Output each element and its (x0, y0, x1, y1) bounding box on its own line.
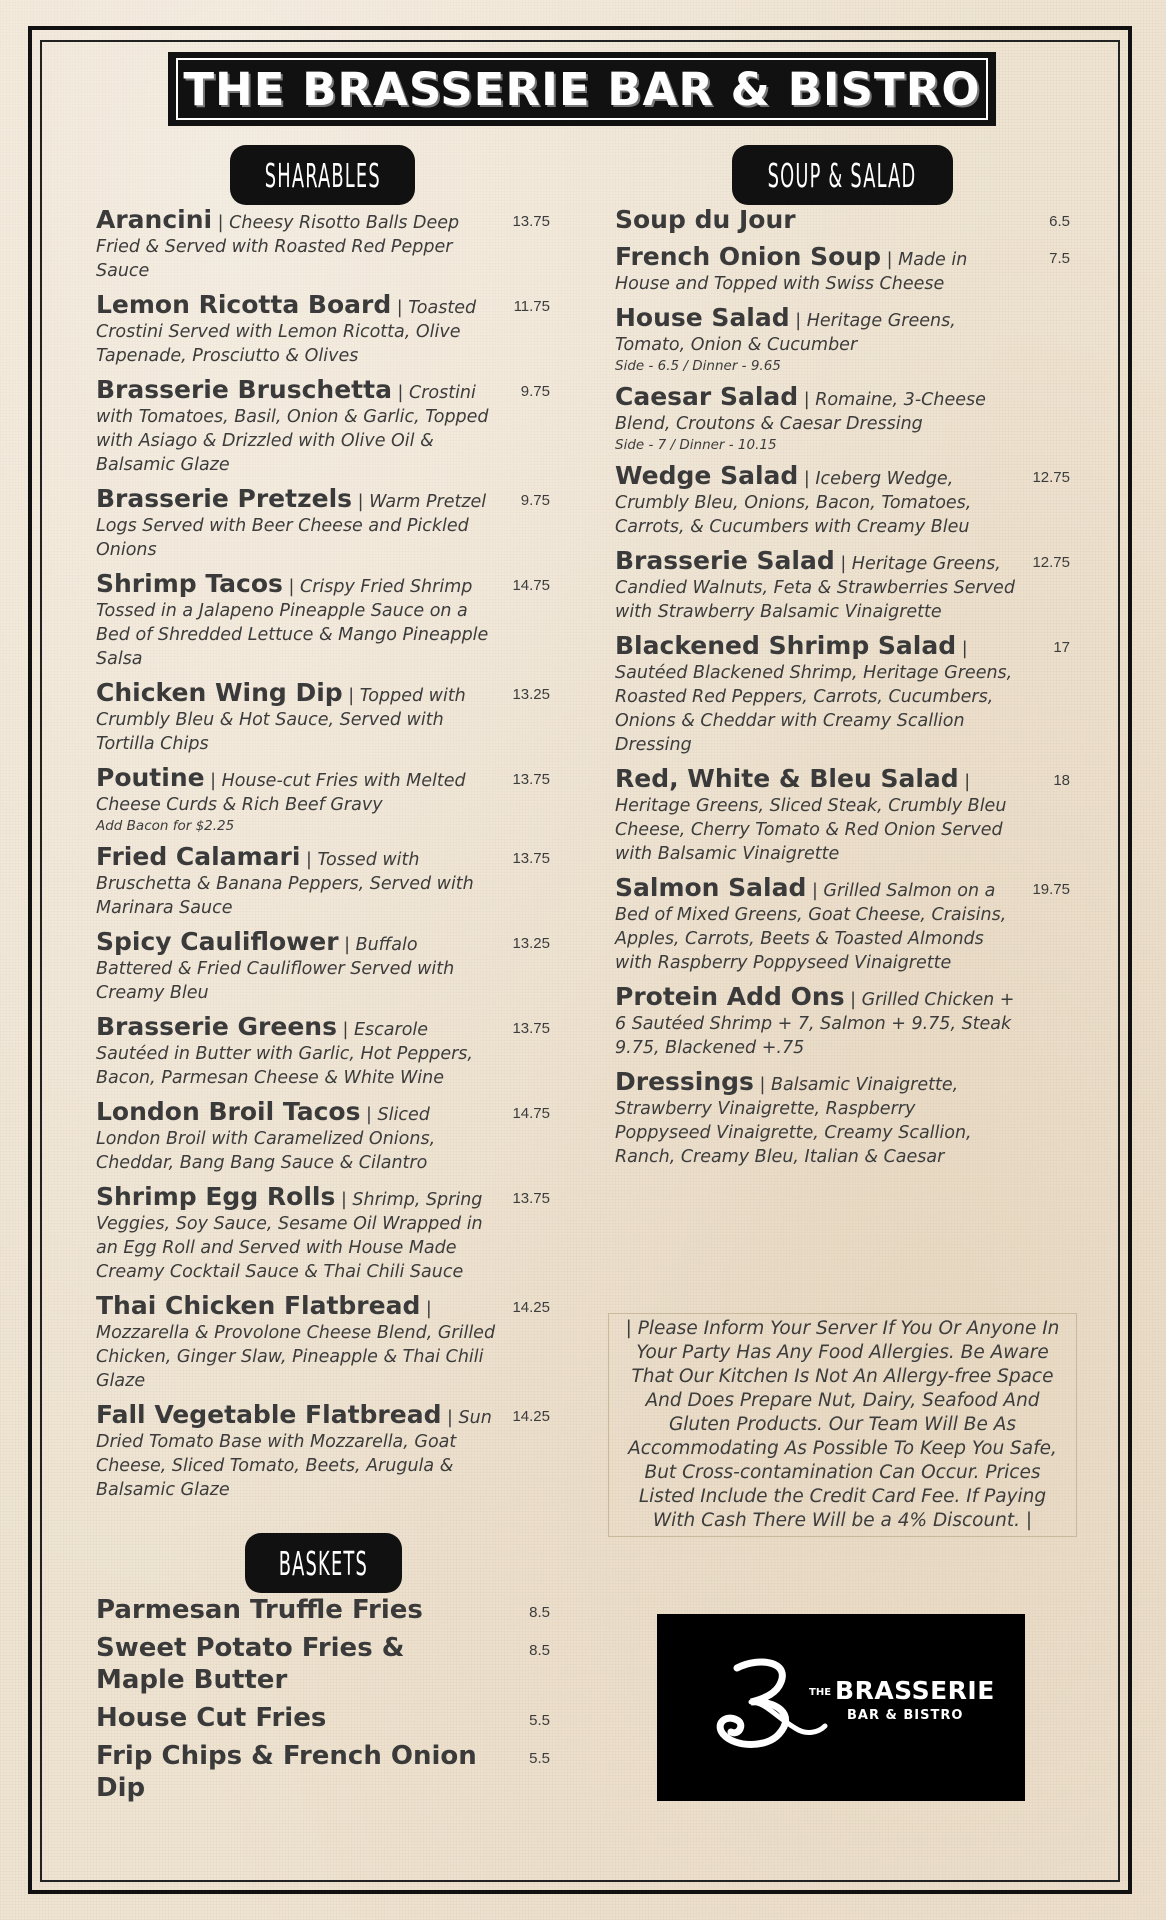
basket-item-name: Sweet Potato Fries & Maple Butter (96, 1633, 405, 1695)
menu-item-name: Brasserie Pretzels (96, 484, 353, 513)
menu-item-text: Caesar Salad | Romaine, 3-Cheese Blend, Croutons & Caesar Dressing (615, 382, 986, 434)
baskets-heading: BASKETS (278, 1543, 369, 1583)
brand-logo (657, 1614, 1025, 1801)
menu-item (615, 461, 1070, 539)
menu-item-description: Cheesy Risotto Balls Deep Fried & Served with Roasted Red Pepper Sauce (96, 213, 460, 281)
basket-item-name: Parmesan Truffle Fries (96, 1595, 423, 1625)
menu-item (615, 242, 1070, 296)
menu-item-name: Thai Chicken Flatbread (96, 1291, 421, 1320)
basket-item (96, 1702, 550, 1734)
menu-item (96, 290, 550, 368)
menu-item (96, 1291, 550, 1393)
menu-item-name: Red, White & Bleu Salad (615, 764, 959, 793)
menu-item-name: Dressings (615, 1067, 754, 1096)
menu-item-name: French Onion Soup (615, 242, 882, 271)
menu-item-text: Spicy Cauliflower | Buffalo Battered & Fried Cauliflower Served with Creamy Bleu (96, 927, 455, 1003)
menu-item-name: Brasserie Greens (96, 1012, 337, 1041)
menu-item-text: Arancini | Cheesy Risotto Balls Deep Fried & Served with Roasted Red Pepper Sauce (96, 205, 460, 281)
menu-item-description: Topped with Crumbly Bleu & Hot Sauce, Served with Tortilla Chips (96, 686, 466, 754)
menu-item-note: Side - 6.5 / Dinner - 9.65 (615, 358, 781, 374)
menu-item-price: 12.75 (1032, 554, 1070, 571)
menu-item-name: Wedge Salad (615, 461, 799, 490)
menu-item (615, 205, 1070, 235)
logo-line-1: THE BRASSERIE (809, 1676, 995, 1705)
basket-item-price: 8.5 (529, 1604, 550, 1621)
menu-item (96, 484, 550, 562)
allergy-notice-box (608, 1313, 1077, 1537)
menu-item-price: 7.5 (1049, 250, 1070, 267)
menu-item-text: Red, White & Bleu Salad | Heritage Greens, Sliced Steak, Crumbly Bleu Cheese, Cherry Tomato & Red Onion Served with Balsamic Vinaigrette (615, 764, 1007, 864)
menu-item-text: French Onion Soup | Made in House and Topped with Swiss Cheese (615, 242, 968, 294)
menu-item-text: Thai Chicken Flatbread | Mozzarella & Provolone Cheese Blend, Grilled Chicken, Ginger Slaw, Pineapple & Thai Chili Glaze (96, 1291, 496, 1391)
menu-item-text: Brasserie Salad | Heritage Greens, Candied Walnuts, Feta & Strawberries Served with Strawberry Balsamic Vinaigrette (615, 546, 1015, 622)
menu-item-name: London Broil Tacos (96, 1097, 361, 1126)
menu-item-text: House Salad | Heritage Greens, Tomato, Onion & Cucumber (615, 303, 956, 355)
menu-item-description: Buffalo Battered & Fried Cauliflower Served with Creamy Bleu (96, 935, 455, 1003)
logo-line-2: BAR & BISTRO (847, 1708, 964, 1723)
menu-item-name: Poutine (96, 763, 205, 792)
menu-item-description: Heritage Greens, Sliced Steak, Crumbly Bleu Cheese, Cherry Tomato & Red Onion Served with Balsamic Vinaigrette (615, 796, 1007, 864)
menu-item-name: Shrimp Tacos (96, 569, 283, 598)
menu-item-name: Fried Calamari (96, 842, 301, 871)
menu-item-price: 18 (1053, 772, 1070, 789)
menu-item-name: Blackened Shrimp Salad (615, 631, 957, 660)
menu-item-price: 9.75 (520, 383, 550, 400)
title-banner-inner (176, 58, 988, 120)
menu-item-text: Lemon Ricotta Board | Toasted Crostini Served with Lemon Ricotta, Olive Tapenade, Prosciutto & Olives (96, 290, 477, 366)
menu-item-text: Blackened Shrimp Salad | Sautéed Blackened Shrimp, Heritage Greens, Roasted Red Peppers, Carrots, Cucumbers, Onions & Cheddar with Creamy Scallion Dressing (615, 631, 1013, 755)
menu-item-name: Protein Add Ons (615, 982, 845, 1011)
menu-item-name: Fall Vegetable Flatbread (96, 1400, 442, 1429)
menu-item-description: Warm Pretzel Logs Served with Beer Cheese and Pickled Onions (96, 492, 487, 560)
menu-item-description: Iceberg Wedge, Crumbly Bleu, Onions, Bacon, Tomatoes, Carrots, & Cucumbers with Creamy Bleu (615, 469, 972, 537)
menu-item-name: Spicy Cauliflower (96, 927, 339, 956)
menu-item-name: Caesar Salad (615, 382, 799, 411)
basket-item (96, 1632, 550, 1696)
menu-item-price: 13.75 (512, 1020, 550, 1037)
menu-item-price: 6.5 (1049, 213, 1070, 230)
menu-item-price: 13.25 (512, 935, 550, 952)
menu-item-description: Mozzarella & Provolone Cheese Blend, Grilled Chicken, Ginger Slaw, Pineapple & Thai Chili Glaze (96, 1323, 496, 1391)
menu-item-name: Brasserie Bruschetta (96, 375, 392, 404)
soup-salad-heading: SOUP & SALAD (768, 155, 917, 195)
menu-item-text: Salmon Salad | Grilled Salmon on a Bed of Mixed Greens, Goat Cheese, Craisins, Apples, Carrots, Beets & Toasted Almonds with Raspberry Poppyseed Vinaigrette (615, 873, 1007, 973)
menu-item (615, 382, 1070, 454)
menu-item (615, 764, 1070, 866)
menu-item-description: Shrimp, Spring Veggies, Soy Sauce, Sesame Oil Wrapped in an Egg Roll and Served with House Made Creamy Cocktail Sauce & Thai Chili Sauce (96, 1190, 483, 1282)
menu-item-description: Balsamic Vinaigrette, Strawberry Vinaigrette, Raspberry Poppyseed Vinaigrette, Creamy Scallion, Ranch, Creamy Bleu, Italian & Caesar (615, 1075, 972, 1167)
menu-item-text: Protein Add Ons | Grilled Chicken + 6 Sautéed Shrimp + 7, Salmon + 9.75, Steak 9.75, Blackened +.75 (615, 982, 1015, 1058)
menu-item-name: Soup du Jour (615, 205, 796, 234)
menu-item (615, 631, 1070, 757)
menu-item-text: Shrimp Egg Rolls | Shrimp, Spring Veggies, Soy Sauce, Sesame Oil Wrapped in an Egg Roll and Served with House Made Creamy Cocktail Sauce & Thai Chili Sauce (96, 1182, 483, 1282)
menu-item-text (615, 205, 1015, 235)
sharables-heading: SHARABLES (264, 155, 381, 195)
menu-item-price: 9.75 (520, 492, 550, 509)
menu-item-description: Sliced London Broil with Caramelized Onions, Cheddar, Bang Bang Sauce & Cilantro (96, 1105, 436, 1173)
menu-item (615, 982, 1070, 1060)
menu-item-text: Fall Vegetable Flatbread | Sun Dried Tomato Base with Mozzarella, Goat Cheese, Sliced Tomato, Beets, Arugula & Balsamic Glaze (96, 1400, 492, 1500)
menu-item-description: Heritage Greens, Tomato, Onion & Cucumber (615, 311, 956, 355)
menu-item-text: Dressings | Balsamic Vinaigrette, Strawberry Vinaigrette, Raspberry Poppyseed Vinaigrette, Creamy Scallion, Ranch, Creamy Bleu, Italian & Caesar (615, 1067, 972, 1167)
sharables-column (96, 205, 550, 1512)
menu-item (96, 678, 550, 756)
menu-item-text: Fried Calamari | Tossed with Bruschetta & Banana Peppers, Served with Marinara Sauce (96, 842, 474, 918)
menu-item-description: Sautéed Blackened Shrimp, Heritage Greens, Roasted Red Peppers, Carrots, Cucumbers, Onions & Cheddar with Creamy Scallion Dressing (615, 663, 1013, 755)
menu-item-description: Crostini with Tomatoes, Basil, Onion & Garlic, Topped with Asiago & Drizzled with Olive Oil & Balsamic Glaze (96, 383, 489, 475)
menu-item-price: 14.75 (512, 1105, 550, 1122)
basket-item-name: Frip Chips & French Onion Dip (96, 1741, 477, 1803)
menu-item-text: Brasserie Greens | Escarole Sautéed in Butter with Garlic, Hot Peppers, Bacon, Parmesan Cheese & White Wine (96, 1012, 473, 1088)
menu-item (96, 205, 550, 283)
menu-item (615, 873, 1070, 975)
menu-item-description: Made in House and Topped with Swiss Cheese (615, 250, 968, 294)
menu-item (96, 1400, 550, 1502)
menu-item-description: Toasted Crostini Served with Lemon Ricotta, Olive Tapenade, Prosciutto & Olives (96, 298, 477, 366)
soup-salad-heading-badge (732, 145, 953, 205)
menu-item-name: Chicken Wing Dip (96, 678, 343, 707)
menu-item-name: Lemon Ricotta Board (96, 290, 392, 319)
menu-item (96, 375, 550, 477)
menu-item-price: 13.75 (512, 1190, 550, 1207)
menu-item-price: 12.75 (1032, 469, 1070, 486)
menu-item (615, 1067, 1070, 1169)
menu-item-price: 14.75 (512, 577, 550, 594)
menu-item-price: 13.75 (512, 213, 550, 230)
brasserie-b-monogram-icon (715, 1656, 830, 1756)
menu-item (615, 546, 1070, 624)
baskets-column (96, 1594, 550, 1810)
menu-item-price: 14.25 (512, 1408, 550, 1425)
menu-item-note: Side - 7 / Dinner - 10.15 (615, 437, 777, 453)
menu-item-description: Romaine, 3-Cheese Blend, Croutons & Caesar Dressing (615, 390, 986, 434)
menu-item-price: 17 (1053, 639, 1070, 656)
menu-item-name: Salmon Salad (615, 873, 807, 902)
allergy-notice: | Please Inform Your Server If You Or Anyone In Your Party Has Any Food Allergies. Be Aware That Our Kitchen Is Not An Allergy-free Space And Does Prepare Nut, Dairy, Seafood And Gluten Products. Our Team Will Be As Accommodating As Possible To Keep You Safe, But Cross-contamination Can Occur. Prices Listed Include the Credit Card Fee. If Paying With Cash There Will be a 4% Discount. | (625, 1318, 1060, 1531)
basket-item-price: 5.5 (529, 1712, 550, 1729)
menu-item-text: Poutine | House-cut Fries with Melted Cheese Curds & Rich Beef Gravy (96, 763, 466, 815)
menu-item-description: Grilled Chicken + 6 Sautéed Shrimp + 7, Salmon + 9.75, Steak 9.75, Blackened +.75 (615, 990, 1015, 1058)
baskets-heading-badge (245, 1533, 402, 1593)
menu-item-price: 19.75 (1032, 881, 1070, 898)
title-banner (168, 52, 996, 126)
basket-item-name: House Cut Fries (96, 1703, 327, 1733)
menu-item-price: 11.75 (513, 298, 550, 315)
menu-item-text: Brasserie Pretzels | Warm Pretzel Logs Served with Beer Cheese and Pickled Onions (96, 484, 487, 560)
menu-item-note: Add Bacon for $2.25 (96, 818, 235, 834)
menu-item-price: 13.75 (512, 850, 550, 867)
menu-item-description: House-cut Fries with Melted Cheese Curds & Rich Beef Gravy (96, 771, 466, 815)
menu-item (615, 303, 1070, 375)
menu-item-name: House Salad (615, 303, 790, 332)
menu-item-name: Shrimp Egg Rolls (96, 1182, 336, 1211)
menu-item-text: Chicken Wing Dip | Topped with Crumbly Bleu & Hot Sauce, Served with Tortilla Chips (96, 678, 466, 754)
menu-item-text: Brasserie Bruschetta | Crostini with Tomatoes, Basil, Onion & Garlic, Topped with Asiago & Drizzled with Olive Oil & Balsamic Glaze (96, 375, 489, 475)
menu-item-name: Arancini (96, 205, 213, 234)
menu-item-description: Tossed with Bruschetta & Banana Peppers, Served with Marinara Sauce (96, 850, 474, 918)
page-title: THE BRASSERIE BAR & BISTRO (183, 62, 981, 116)
basket-item (96, 1594, 550, 1626)
menu-item (96, 1182, 550, 1284)
menu-item (96, 927, 550, 1005)
menu-item (96, 842, 550, 920)
menu-item-price: 14.25 (512, 1299, 550, 1316)
menu-item-description: Grilled Salmon on a Bed of Mixed Greens, Goat Cheese, Craisins, Apples, Carrots, Beets & Toasted Almonds with Raspberry Poppyseed Vinaigrette (615, 881, 1007, 973)
basket-item-price: 8.5 (529, 1642, 550, 1659)
menu-item-description: Sun Dried Tomato Base with Mozzarella, Goat Cheese, Sliced Tomato, Beets, Arugula & Balsamic Glaze (96, 1408, 492, 1500)
menu-item (96, 569, 550, 671)
sharables-heading-badge (230, 145, 415, 205)
menu-item-name: Brasserie Salad (615, 546, 835, 575)
menu-item-description: Heritage Greens, Candied Walnuts, Feta & Strawberries Served with Strawberry Balsamic Vinaigrette (615, 554, 1015, 622)
basket-item (96, 1740, 550, 1804)
menu-item-description: Escarole Sautéed in Butter with Garlic, Hot Peppers, Bacon, Parmesan Cheese & White Wine (96, 1020, 473, 1088)
menu-item-price: 13.25 (512, 686, 550, 703)
menu-item-text: Shrimp Tacos | Crispy Fried Shrimp Tossed in a Jalapeno Pineapple Sauce on a Bed of Shredded Lettuce & Mango Pineapple Salsa (96, 569, 489, 669)
menu-item-text: Wedge Salad | Iceberg Wedge, Crumbly Bleu, Onions, Bacon, Tomatoes, Carrots, & Cucumbers with Creamy Bleu (615, 461, 972, 537)
menu-item (96, 1012, 550, 1090)
soup-salad-column (615, 205, 1070, 1179)
menu-item (96, 763, 550, 835)
menu-item (96, 1097, 550, 1175)
menu-item-description: Crispy Fried Shrimp Tossed in a Jalapeno Pineapple Sauce on a Bed of Shredded Lettuce & Mango Pineapple Salsa (96, 577, 489, 669)
menu-item-text: London Broil Tacos | Sliced London Broil with Caramelized Onions, Cheddar, Bang Bang Sauce & Cilantro (96, 1097, 436, 1173)
basket-item-price: 5.5 (529, 1750, 550, 1767)
menu-item-price: 13.75 (512, 771, 550, 788)
